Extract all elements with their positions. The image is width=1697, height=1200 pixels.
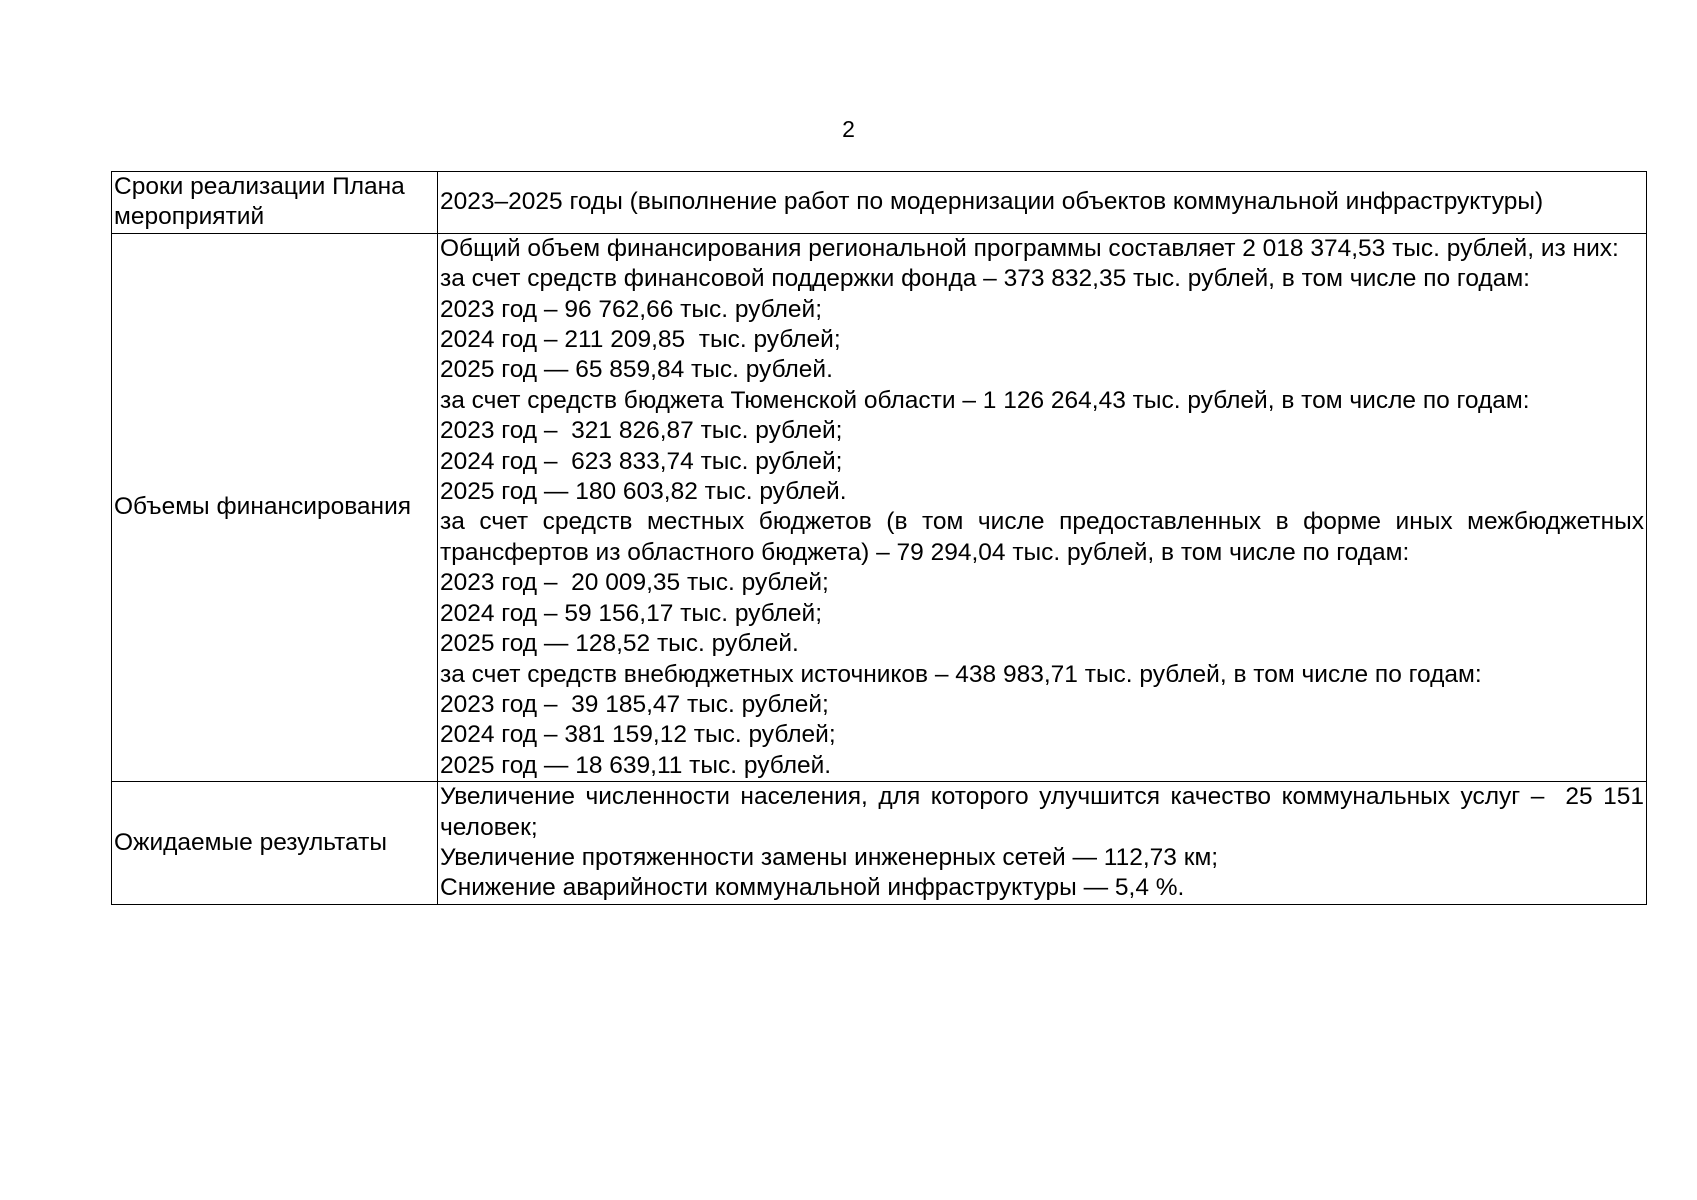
financing-local-line: за счет средств местных бюджетов (в том числе предоставленных в форме иных межбюджетных трансфертов из областного бюджета) – 79 294,04 тыс. рублей, в том числе по годам: xyxy=(440,508,1651,566)
financing-regional-2024: 2024 год – 623 833,74 тыс. рублей; xyxy=(440,447,843,475)
financing-offbudget-line: за счет средств внебюджетных источников – 438 983,71 тыс. рублей, в том числе по годам: xyxy=(440,660,1482,688)
financing-offbudget-2025: 2025 год — 18 639,11 тыс. рублей. xyxy=(440,751,832,779)
financing-value xyxy=(438,233,1651,781)
financing-local-2024: 2024 год – 59 156,17 тыс. рублей; xyxy=(440,599,823,627)
table-row-terms xyxy=(112,172,1647,234)
financing-total-line: Общий объем финансирования региональной программы составляет 2 018 374,53 тыс. рублей, из них: xyxy=(440,234,1619,262)
page-number: 2 xyxy=(842,116,855,142)
results-value xyxy=(438,782,1651,905)
financing-regional-2025: 2025 год — 180 603,82 тыс. рублей. xyxy=(440,478,847,506)
financing-regional-line: за счет средств бюджета Тюменской области – 1 126 264,43 тыс. рублей, в том числе по годам: xyxy=(440,386,1530,414)
financing-offbudget-2023: 2023 год – 39 185,47 тыс. рублей; xyxy=(440,690,829,718)
terms-value: 2023–2025 годы (выполнение работ по модернизации объектов коммунальной инфраструктуры) xyxy=(438,172,1647,234)
financing-local-2025: 2025 год — 128,52 тыс. рублей. xyxy=(440,630,799,658)
results-accidents-line: Снижение аварийности коммунальной инфраструктуры — 5,4 %. xyxy=(440,874,1185,902)
financing-local-2023: 2023 год – 20 009,35 тыс. рублей; xyxy=(440,569,829,597)
financing-fund-2025: 2025 год — 65 859,84 тыс. рублей. xyxy=(440,356,833,384)
results-networks-line: Увеличение протяженности замены инженерных сетей — 112,73 км; xyxy=(440,843,1219,871)
table-row-financing xyxy=(112,233,1647,781)
financing-label: Объемы финансирования xyxy=(112,233,438,781)
financing-fund-line: за счет средств финансовой поддержки фонда – 373 832,35 тыс. рублей, в том числе по годам: xyxy=(440,265,1530,293)
financing-offbudget-2024: 2024 год – 381 159,12 тыс. рублей; xyxy=(440,721,836,749)
financing-regional-2023: 2023 год – 321 826,87 тыс. рублей; xyxy=(440,417,843,445)
program-passport-table xyxy=(111,171,1651,905)
table-row-results xyxy=(112,782,1647,905)
results-population-line: Увеличение численности населения, для которого улучшится качество коммунальных услуг – 25 151 человек; xyxy=(440,783,1651,841)
financing-fund-2023: 2023 год – 96 762,66 тыс. рублей; xyxy=(440,295,823,323)
results-label: Ожидаемые результаты xyxy=(112,782,438,905)
terms-label: Сроки реализации Плана мероприятий xyxy=(112,172,438,234)
financing-fund-2024: 2024 год – 211 209,85 тыс. рублей; xyxy=(440,326,841,354)
